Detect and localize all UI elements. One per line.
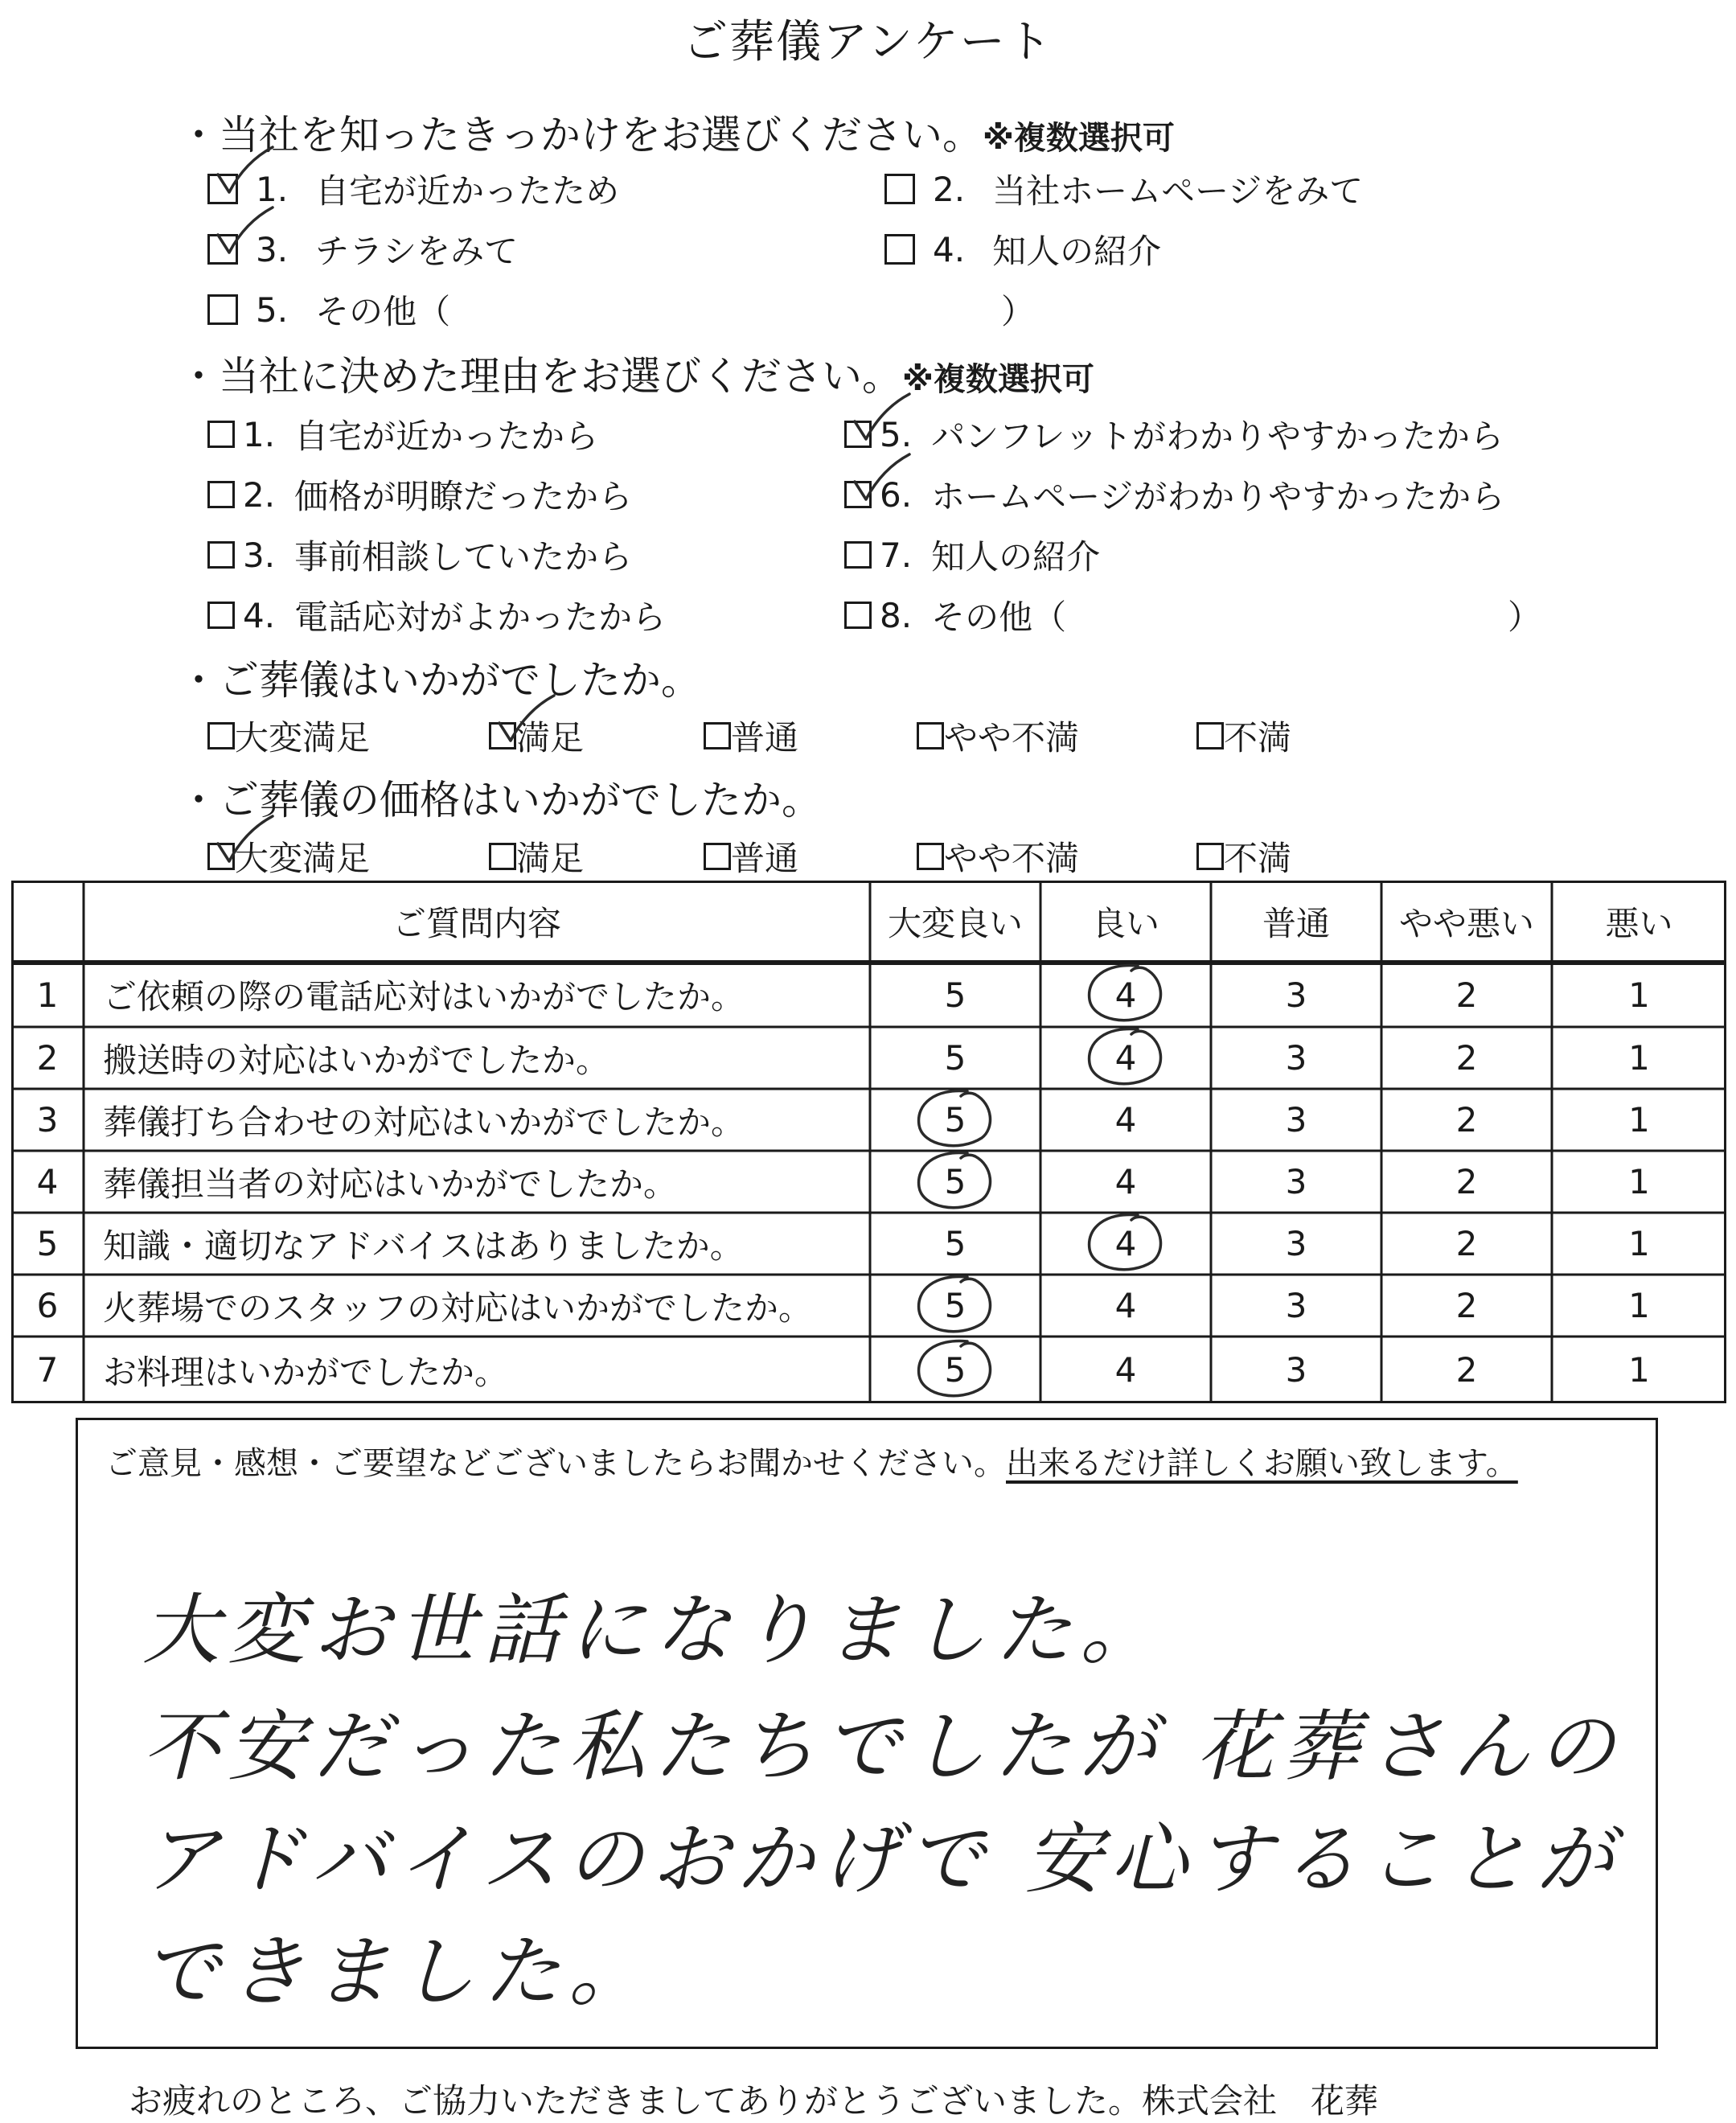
score-value: 5	[944, 1286, 966, 1325]
score-option[interactable]	[1381, 1089, 1552, 1151]
s3-option-normal[interactable]	[704, 712, 798, 760]
score-value: 5	[944, 1350, 966, 1390]
header-good: 良い	[1091, 904, 1159, 943]
s2-option-6[interactable]	[844, 470, 1504, 519]
row-number: 3	[36, 1100, 59, 1140]
handwritten-line-4: できました。	[142, 1927, 654, 2017]
score-value: 2	[1455, 1100, 1478, 1140]
s2-option-3[interactable]	[207, 531, 632, 579]
selection-circle-mark	[1081, 1210, 1170, 1278]
option-label: その他（	[315, 292, 451, 331]
header-normal: 普通	[1262, 904, 1330, 943]
option-label: 価格が明瞭だったから	[294, 477, 633, 516]
s2-option-8-close: ）	[1508, 597, 1542, 637]
comment-prompt	[105, 1438, 1518, 1484]
question-text: 搬送時の対応はいかがでしたか。	[103, 1040, 610, 1080]
score-option-selected[interactable]	[1040, 1027, 1211, 1089]
score-value: 5	[944, 1038, 966, 1078]
checkbox[interactable]	[704, 843, 731, 870]
section2-heading	[179, 344, 1094, 402]
selection-circle-mark	[1081, 961, 1170, 1029]
option-number: 8.	[880, 595, 913, 635]
header-bad: 悪い	[1605, 904, 1673, 943]
score-value: 2	[1455, 1350, 1478, 1390]
checkbox[interactable]	[207, 481, 235, 508]
score-option[interactable]	[1552, 1089, 1726, 1151]
score-value: 5	[944, 975, 966, 1015]
section4-heading: ・ご葬儀の価格はいかがでしたか。	[179, 777, 822, 823]
score-option[interactable]	[1381, 1337, 1552, 1403]
score-option-selected[interactable]	[1040, 1213, 1211, 1275]
checkbox-checked[interactable]	[207, 843, 235, 870]
score-value: 4	[1114, 975, 1137, 1015]
rating-table	[11, 881, 1726, 1403]
option-label: 電話応対がよかったから	[294, 597, 667, 637]
option-label: パンフレットがわかりやすかったから	[931, 417, 1504, 456]
score-option[interactable]	[1552, 1337, 1726, 1403]
score-option[interactable]	[1552, 1027, 1726, 1089]
header-very-good: 大変良い	[887, 904, 1023, 943]
option-label: 満足	[516, 839, 585, 878]
score-option[interactable]	[1211, 1213, 1381, 1275]
s4-option-somewhat-dissatisfied[interactable]	[917, 832, 1079, 881]
score-value: 4	[1114, 1224, 1137, 1263]
score-value: 2	[1455, 1286, 1478, 1325]
checkbox[interactable]	[207, 722, 235, 749]
score-value: 1	[1628, 1224, 1650, 1263]
option-label: 当社ホームページをみて	[992, 171, 1364, 211]
s3-option-satisfied[interactable]	[489, 712, 584, 760]
score-value: 3	[1285, 1162, 1307, 1201]
score-value: 1	[1628, 1100, 1650, 1140]
score-option[interactable]	[1381, 1275, 1552, 1337]
selection-circle-mark	[911, 1337, 999, 1404]
score-value: 1	[1628, 1162, 1650, 1201]
s4-option-very-satisfied[interactable]	[207, 832, 370, 881]
score-option[interactable]	[1381, 963, 1552, 1027]
score-value: 1	[1628, 1038, 1650, 1078]
score-value: 2	[1455, 1224, 1478, 1263]
score-value: 5	[944, 1224, 966, 1263]
score-value: 2	[1455, 1162, 1478, 1201]
s2-option-4[interactable]	[207, 591, 666, 639]
question-text: 火葬場でのスタッフの対応はいかがでしたか。	[103, 1287, 813, 1328]
handwritten-line-3: アドバイスのおかげで 安心することが	[142, 1814, 1622, 1904]
option-label: 満足	[516, 718, 585, 758]
score-option[interactable]	[1552, 1213, 1726, 1275]
score-option[interactable]	[1211, 1337, 1381, 1403]
checkbox[interactable]	[207, 421, 235, 448]
row-number: 1	[36, 975, 59, 1015]
checkbox[interactable]	[844, 541, 872, 569]
option-label: 自宅が近かったため	[315, 171, 620, 211]
s1-option-5-close: ）	[1001, 292, 1036, 331]
score-option-selected[interactable]	[870, 1337, 1040, 1403]
score-option[interactable]	[870, 1213, 1040, 1275]
row-number: 4	[36, 1162, 59, 1201]
s1-option-2[interactable]	[884, 165, 1363, 213]
score-option[interactable]	[1381, 1151, 1552, 1213]
option-number: 4.	[243, 595, 276, 635]
score-value: 2	[1455, 1038, 1478, 1078]
score-option[interactable]	[1211, 1151, 1381, 1213]
s4-option-satisfied[interactable]	[489, 832, 584, 881]
score-option[interactable]	[1211, 1275, 1381, 1337]
question-text: お料理はいかがでしたか。	[103, 1352, 509, 1392]
option-label: 自宅が近かったから	[294, 417, 599, 456]
score-value: 4	[1114, 1286, 1137, 1325]
option-label: 知人の紹介	[931, 537, 1101, 577]
checkbox[interactable]	[844, 602, 872, 629]
s4-option-dissatisfied[interactable]	[1196, 832, 1291, 881]
score-option-selected[interactable]	[870, 1275, 1040, 1337]
score-value: 4	[1114, 1038, 1137, 1078]
score-value: 3	[1285, 1350, 1307, 1390]
score-value: 2	[1455, 975, 1478, 1015]
selection-circle-mark	[911, 1086, 999, 1154]
checkbox[interactable]	[704, 722, 731, 749]
section1-heading-text: ・当社を知ったきっかけをお選びください。	[179, 112, 983, 158]
score-option[interactable]	[870, 963, 1040, 1027]
section2-heading-text: ・当社に決めた理由をお選びください。	[179, 353, 902, 400]
checkbox-checked[interactable]	[207, 174, 238, 204]
option-number: 3.	[256, 229, 289, 269]
comment-prompt-text: ご意見・感想・ご要望などございましたらお聞かせください。	[105, 1445, 1006, 1482]
score-option[interactable]	[1211, 1027, 1381, 1089]
checkbox-checked[interactable]	[207, 234, 238, 265]
section3-heading: ・ご葬儀はいかがでしたか。	[179, 657, 701, 704]
option-label: 普通	[731, 718, 799, 758]
section1-note: ※複数選択可	[983, 120, 1175, 157]
checkbox[interactable]	[884, 234, 915, 265]
s2-option-5[interactable]	[844, 410, 1504, 458]
checkbox[interactable]	[917, 843, 944, 870]
score-option[interactable]	[1381, 1027, 1552, 1089]
question-text: ご依頼の際の電話応対はいかがでしたか。	[103, 977, 745, 1016]
score-value: 1	[1628, 975, 1650, 1015]
header-somewhat-bad: やや悪い	[1398, 904, 1534, 943]
score-option[interactable]	[1040, 1089, 1211, 1151]
checkbox[interactable]	[1196, 843, 1224, 870]
s3-option-somewhat-dissatisfied[interactable]	[917, 712, 1079, 760]
footer-thanks: お疲れのところ、ご協力いただきましてありがとうございました。株式会社 花葬	[129, 2081, 1379, 2121]
selection-circle-mark	[911, 1148, 999, 1216]
question-text: 葬儀担当者の対応はいかがでしたか。	[103, 1164, 678, 1204]
score-option[interactable]	[1552, 1275, 1726, 1337]
option-label: 不満	[1224, 839, 1292, 878]
checkbox[interactable]	[884, 174, 915, 204]
option-number: 6.	[880, 474, 913, 515]
s2-option-8[interactable]	[844, 591, 1066, 639]
option-number: 7.	[880, 535, 913, 575]
handwritten-line-2: 不安だった私たちでしたが 花葬さんの	[142, 1702, 1623, 1792]
option-number: 2.	[243, 474, 276, 515]
score-option[interactable]	[1552, 963, 1726, 1027]
option-label: 普通	[731, 839, 799, 878]
score-option[interactable]	[1211, 963, 1381, 1027]
option-label: 不満	[1224, 718, 1292, 758]
option-number: 4.	[933, 229, 966, 269]
score-value: 4	[1114, 1100, 1137, 1140]
checkbox[interactable]	[489, 843, 516, 870]
s2-option-1[interactable]	[207, 410, 598, 458]
checkbox[interactable]	[1196, 722, 1224, 749]
option-number: 5.	[256, 290, 289, 330]
row-number: 2	[36, 1038, 59, 1078]
score-option[interactable]	[1381, 1213, 1552, 1275]
checkbox-checked[interactable]	[844, 481, 872, 508]
checkbox[interactable]	[207, 541, 235, 569]
handwritten-line-1: 大変お世話になりました。	[142, 1585, 1165, 1675]
option-number: 1.	[256, 169, 289, 209]
score-value: 4	[1114, 1350, 1137, 1390]
score-option[interactable]	[1552, 1151, 1726, 1213]
score-value: 3	[1285, 1100, 1307, 1140]
score-value: 3	[1285, 975, 1307, 1015]
s1-option-5[interactable]	[207, 285, 450, 334]
score-value: 5	[944, 1100, 966, 1140]
s3-option-dissatisfied[interactable]	[1196, 712, 1291, 760]
option-label: その他（	[931, 597, 1067, 637]
checkbox[interactable]	[207, 602, 235, 629]
comment-prompt-underlined: 出来るだけ詳しくお願い致します。	[1006, 1445, 1518, 1482]
score-option[interactable]	[1040, 1275, 1211, 1337]
option-label: チラシをみて	[315, 232, 519, 271]
score-option[interactable]	[1040, 1151, 1211, 1213]
question-text: 知識・適切なアドバイスはありましたか。	[103, 1226, 744, 1266]
row-number: 7	[36, 1350, 59, 1390]
score-option[interactable]	[1211, 1089, 1381, 1151]
score-option-selected[interactable]	[870, 1089, 1040, 1151]
section2-note: ※複数選択可	[902, 361, 1094, 398]
option-number: 2.	[933, 169, 966, 209]
selection-circle-mark	[911, 1272, 999, 1340]
score-option[interactable]	[870, 1027, 1040, 1089]
section1-heading	[179, 103, 1175, 161]
s1-option-4[interactable]	[884, 225, 1161, 273]
score-option-selected[interactable]	[870, 1151, 1040, 1213]
score-value: 1	[1628, 1350, 1650, 1390]
s3-option-very-satisfied[interactable]	[207, 712, 370, 760]
row-number: 5	[36, 1224, 59, 1263]
option-number: 5.	[880, 414, 913, 454]
score-value: 4	[1114, 1162, 1137, 1201]
option-label: やや不満	[944, 839, 1080, 878]
checkbox[interactable]	[207, 294, 238, 325]
checkbox-checked[interactable]	[489, 722, 516, 749]
survey-title: ご葬儀アンケート	[683, 16, 1053, 68]
option-number: 3.	[243, 535, 276, 575]
s4-option-normal[interactable]	[704, 832, 798, 881]
option-number: 1.	[243, 414, 276, 454]
score-value: 3	[1285, 1286, 1307, 1325]
score-option-selected[interactable]	[1040, 963, 1211, 1027]
score-value: 3	[1285, 1224, 1307, 1263]
selection-circle-mark	[1081, 1025, 1170, 1092]
option-label: 事前相談していたから	[294, 537, 633, 577]
header-question: ご質問内容	[392, 904, 561, 943]
option-label: 知人の紹介	[992, 232, 1162, 271]
score-value: 1	[1628, 1286, 1650, 1325]
s2-option-2[interactable]	[207, 470, 632, 519]
score-value: 5	[944, 1162, 966, 1201]
option-label: やや不満	[944, 718, 1080, 758]
option-label: 大変満足	[235, 718, 371, 758]
question-text: 葬儀打ち合わせの対応はいかがでしたか。	[103, 1102, 745, 1142]
score-value: 3	[1285, 1038, 1307, 1078]
row-number: 6	[36, 1286, 59, 1325]
checkbox[interactable]	[917, 722, 944, 749]
option-label: 大変満足	[235, 839, 371, 878]
s1-option-3[interactable]	[207, 225, 518, 273]
checkbox-checked[interactable]	[844, 421, 872, 448]
comment-box[interactable]	[76, 1418, 1658, 2049]
score-option[interactable]	[1040, 1337, 1211, 1403]
s2-option-7[interactable]	[844, 531, 1100, 579]
option-label: ホームページがわかりやすかったから	[931, 477, 1505, 516]
